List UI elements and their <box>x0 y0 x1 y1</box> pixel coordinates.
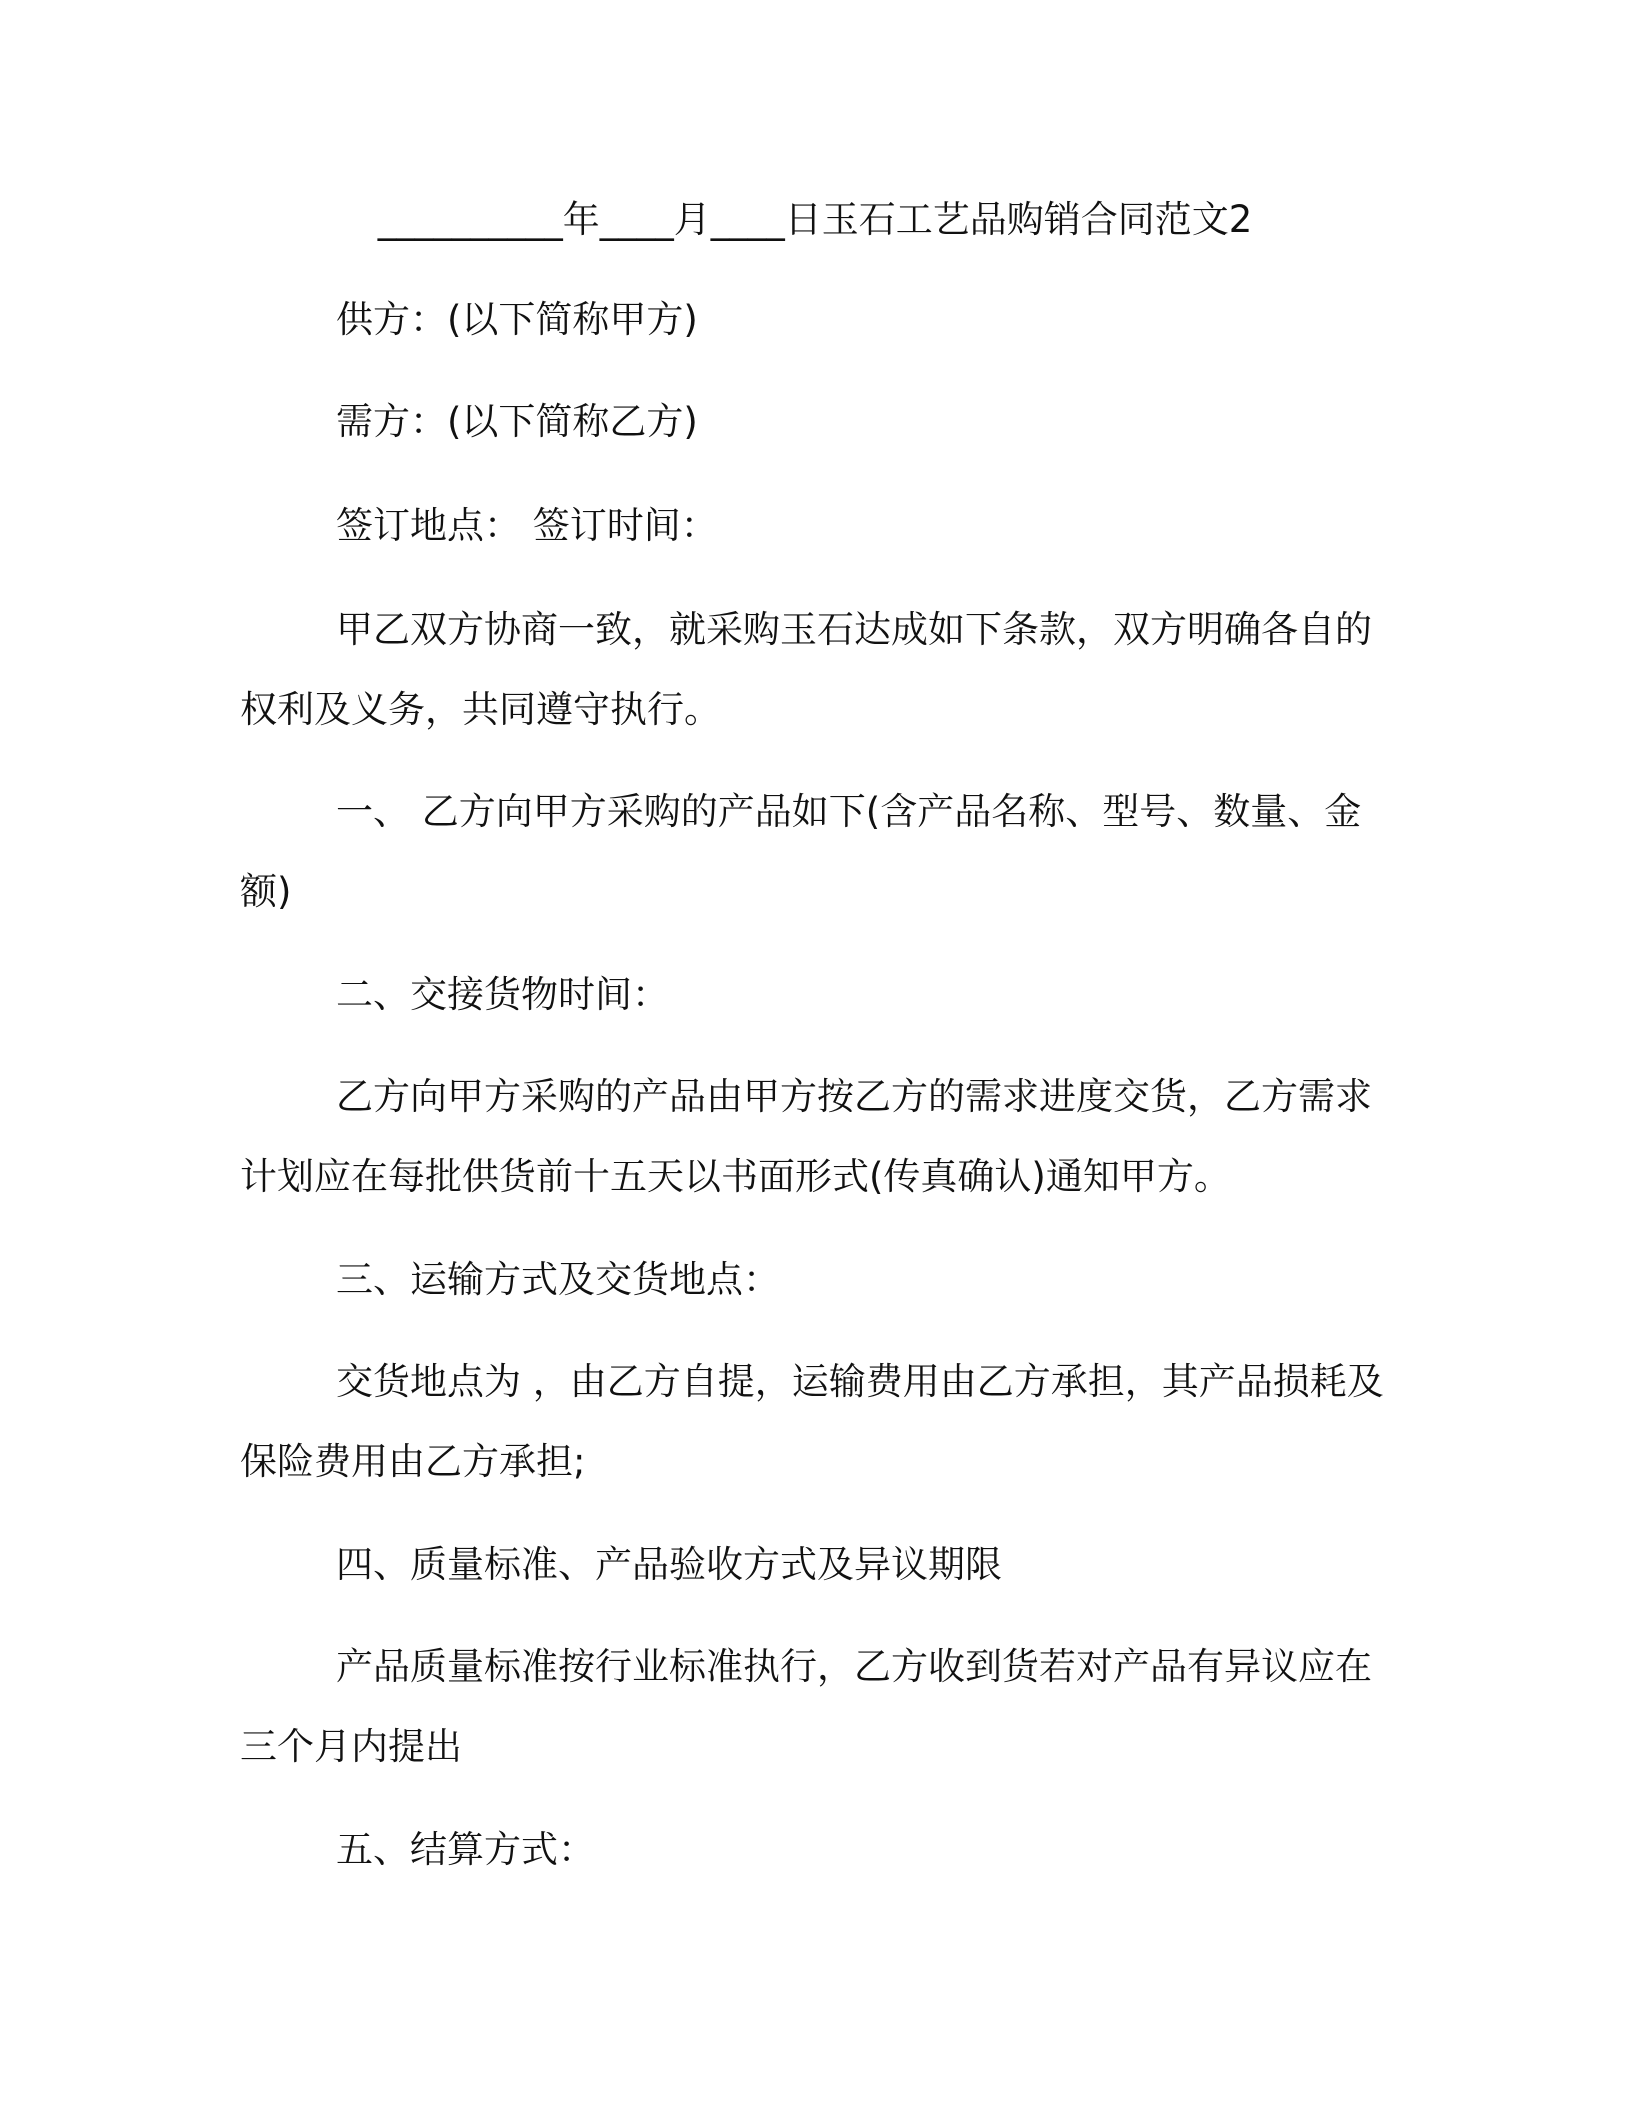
paragraph-section-2-body: 乙方向甲方采购的产品由甲方按乙方的需求进度交货，乙方需求计划应在每批供货前十五天以书面形式(传真确认)通知甲方。 <box>240 1075 1372 1198</box>
paragraph-section-3-body: 交货地点为 ，由乙方自提，运输费用由乙方承担，其产品损耗及保险费用由乙方承担; <box>240 1360 1384 1483</box>
paragraph-section-3-heading: 三、运输方式及交货地点： <box>336 1258 780 1301</box>
paragraph-supplier: 供方：(以下简称甲方) <box>336 298 698 341</box>
paragraph-section-4-body: 产品质量标准按行业标准执行，乙方收到货若对产品有异议应在三个月内提出 <box>240 1645 1372 1768</box>
paragraph-agreement-intro: 甲乙双方协商一致，就采购玉石达成如下条款，双方明确各自的权利及义务，共同遵守执行。 <box>240 608 1372 731</box>
paragraph-signing-place-time: 签订地点： 签订时间： <box>336 504 718 547</box>
paragraph-buyer: 需方：(以下简称乙方) <box>336 400 698 443</box>
paragraph-section-1: 一、 乙方向甲方采购的产品如下(含产品名称、型号、数量、金额) <box>240 790 1362 913</box>
paragraph-section-4-heading: 四、质量标准、产品验收方式及异议期限 <box>336 1543 1002 1586</box>
paragraph-section-2-heading: 二、交接货物时间： <box>336 973 669 1016</box>
document-title: __________年____月____日玉石工艺品购销合同范文2 <box>377 198 1253 241</box>
paragraph-section-5-heading: 五、结算方式： <box>336 1828 595 1871</box>
